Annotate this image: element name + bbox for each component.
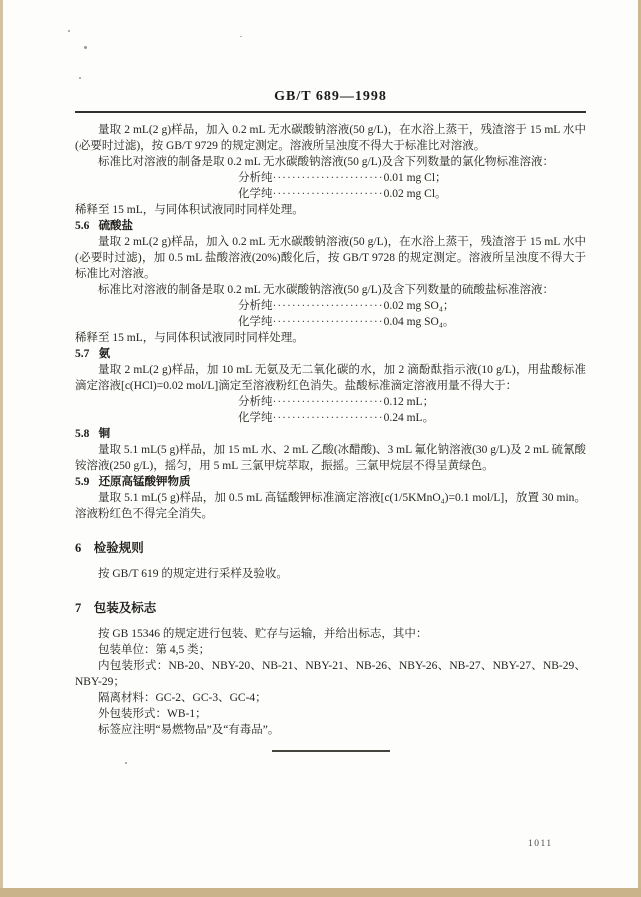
leader-dots: ·······················	[272, 316, 384, 328]
para-inspection: 按 GB/T 619 的规定进行采样及验收。	[98, 568, 288, 580]
leader-dots: ·······················	[272, 300, 384, 312]
para-sulfate-standard: 标准比对溶液的制备是取 0.2 mL 无水碳酸钠溶液(50 g/L)及含下列数量的硫酸盐标准溶液：	[98, 284, 555, 296]
leader-value: 0.02 mg Cl。	[383, 188, 447, 200]
scan-speck	[79, 77, 81, 79]
document-content	[75, 88, 586, 752]
leader-dots: ·······················	[272, 412, 384, 424]
chapter-number: 6	[75, 541, 82, 555]
scan-speck	[84, 46, 87, 49]
leader-line-chloride-analytical	[75, 170, 586, 186]
section-heading-5-6	[75, 218, 586, 234]
leader-label: 分析纯	[238, 300, 273, 312]
section-number: 5.8	[75, 428, 90, 440]
para-sulfate-dilute: 稀释至 15 mL，与同体积试液同时同样处理。	[75, 332, 304, 344]
scan-speck	[68, 30, 70, 32]
leader-value: 0.02 mg SO₄；	[383, 300, 455, 312]
section-heading-5-9	[75, 474, 586, 490]
section-number: 5.6	[75, 220, 90, 232]
scan-speck	[240, 36, 242, 37]
para-packaging-label: 标签应注明“易燃物品”及“有毒品”。	[98, 724, 280, 736]
scan-speck	[125, 762, 127, 764]
section-number: 5.7	[75, 348, 90, 360]
header-rule	[75, 111, 586, 113]
leader-value: 0.04 mg SO₄。	[383, 316, 455, 328]
leader-label: 分析纯	[238, 172, 273, 184]
section-title: 铜	[98, 428, 111, 440]
section-title: 还原高锰酸钾物质	[98, 476, 191, 488]
page-number: 1011	[528, 839, 553, 849]
scan-edge-left	[0, 0, 3, 897]
para-permanganate-procedure: 量取 5.1 mL(5 g)样品，加 0.5 mL 高锰酸钾标准滴定溶液[c(1/5KMnO₄)=0.1 mol/L]，放置 30 min。溶液粉红色不得完全消失。	[75, 492, 586, 520]
chapter-title: 包装及标志	[93, 601, 157, 615]
section-number: 5.9	[75, 476, 90, 488]
leader-line-sulfate-analytical	[75, 298, 586, 314]
scan-edge-bottom	[0, 888, 641, 897]
leader-label: 分析纯	[238, 396, 273, 408]
leader-label: 化学纯	[238, 188, 273, 200]
para-copper-procedure: 量取 5.1 mL(5 g)样品，加 15 mL 水、2 mL 乙酸(冰醋酸)、3 mL 氟化钠溶液(30 g/L)及 2 mL 硫氰酸铵溶液(250 g/L)，摇匀，用 5 mL 三氯甲烷萃取，振摇。三氯甲烷层不得呈黄绿色。	[75, 444, 586, 472]
leader-dots: ·······················	[272, 188, 384, 200]
chapter-heading-6	[75, 540, 586, 557]
leader-line-ammonia-analytical	[75, 394, 586, 410]
para-packaging-intro: 按 GB 15346 的规定进行包装、贮存与运输，并给出标志，其中：	[98, 628, 428, 640]
para-ammonia-procedure: 量取 2 mL(2 g)样品，加 10 mL 无氨及无二氧化碳的水，加 2 滴酚酞指示液(10 g/L)，用盐酸标准滴定溶液[c(HCl)=0.02 mol/L]滴定至溶液粉红色消失。盐酸标准滴定溶液用量不得大于：	[75, 364, 586, 392]
chapter-title: 检验规则	[93, 541, 144, 555]
leader-dots: ·······················	[272, 396, 384, 408]
para-packaging-isolation: 隔离材料：GC-2、GC-3、GC-4；	[98, 692, 267, 704]
chapter-heading-7	[75, 600, 586, 617]
standard-number-header: GB/T 689—1998	[274, 89, 387, 104]
leader-value: 0.24 mL。	[383, 412, 435, 424]
section-heading-5-8	[75, 426, 586, 442]
leader-label: 化学纯	[238, 316, 273, 328]
leader-line-sulfate-chemical	[75, 314, 586, 330]
para-chloride-standard: 标准比对溶液的制备是取 0.2 mL 无水碳酸钠溶液(50 g/L)及含下列数量的氯化物标准溶液：	[98, 156, 555, 168]
leader-line-ammonia-chemical	[75, 410, 586, 426]
section-heading-5-7	[75, 346, 586, 362]
para-packaging-unit: 包装单位：第 4,5 类；	[98, 644, 211, 656]
leader-value: 0.01 mg Cl；	[383, 172, 447, 184]
para-chloride-procedure: 量取 2 mL(2 g)样品，加入 0.2 mL 无水碳酸钠溶液(50 g/L)，在水浴上蒸干，残渣溶于 15 mL 水中(必要时过滤)，按 GB/T 9729 的规定测定。溶液所呈浊度不得大于标准比对溶液。	[75, 124, 586, 152]
leader-dots: ·······················	[272, 172, 384, 184]
leader-value: 0.12 mL；	[383, 396, 435, 408]
para-packaging-inner: 内包装形式：NB-20、NBY-20、NB-21、NBY-21、NB-26、NBY-26、NB-27、NBY-27、NB-29、NBY-29；	[75, 660, 586, 688]
leader-line-chloride-chemical	[75, 186, 586, 202]
para-chloride-dilute: 稀释至 15 mL，与同体积试液同时同样处理。	[75, 204, 304, 216]
chapter-number: 7	[75, 601, 82, 615]
section-title: 氨	[98, 348, 111, 360]
section-title: 硫酸盐	[98, 220, 134, 232]
para-sulfate-procedure: 量取 2 mL(2 g)样品，加入 0.2 mL 无水碳酸钠溶液(50 g/L)，在水浴上蒸干，残渣溶于 15 mL 水中(必要时过滤)，加 0.5 mL 盐酸溶液(20%)酸化后，按 GB/T 9728 的规定测定。溶液所呈浊度不得大于标准比对溶液。	[75, 236, 586, 280]
para-packaging-outer: 外包装形式：WB-1；	[98, 708, 207, 720]
leader-label: 化学纯	[238, 412, 273, 424]
end-of-text-rule	[272, 750, 390, 752]
